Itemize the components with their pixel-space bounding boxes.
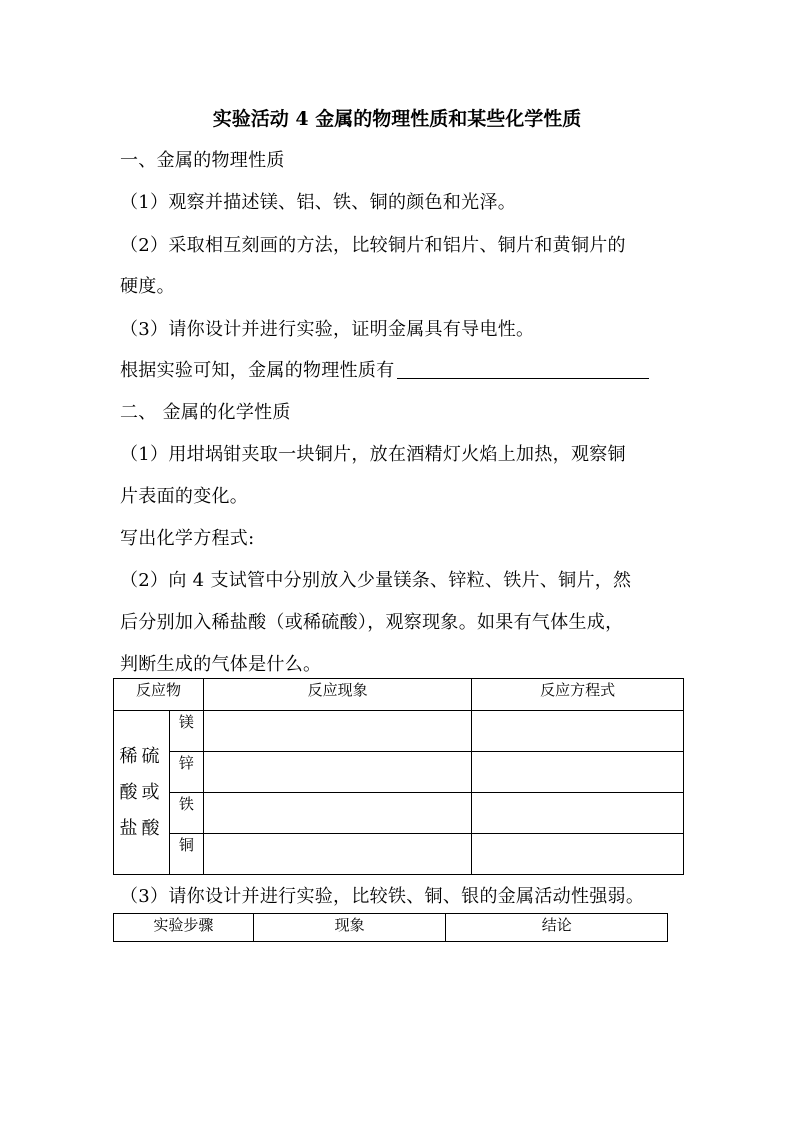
section1-item3: （3）请你设计并进行实验，证明金属具有导电性。 bbox=[120, 319, 535, 340]
section2-item3: （3）请你设计并进行实验，比较铁、铜、银的金属活动性强弱。 bbox=[120, 886, 645, 907]
section1-item2-line2: 硬度。 bbox=[120, 276, 175, 297]
phenomenon-cell[interactable] bbox=[203, 834, 471, 875]
section1-conclusion bbox=[120, 356, 649, 382]
section2-item1-line1: （1）用坩埚钳夹取一块铜片，放在酒精灯火焰上加热，观察铜 bbox=[120, 444, 626, 465]
table-row bbox=[114, 793, 684, 834]
section2-heading: 二、 金属的化学性质 bbox=[120, 402, 291, 423]
table-header-row bbox=[114, 679, 684, 711]
phenomenon-cell[interactable] bbox=[203, 711, 471, 752]
acid-group-label: 稀硫 酸或 盐酸 bbox=[114, 711, 170, 875]
conclusion-prompt: 根据实验可知，金属的物理性质有 bbox=[120, 360, 395, 381]
equation-cell[interactable] bbox=[472, 834, 684, 875]
section1-item2-line1: （2）采取相互刻画的方法，比较铜片和铝片、铜片和黄铜片的 bbox=[120, 235, 626, 256]
table-header-row bbox=[114, 914, 668, 942]
phenomenon-cell[interactable] bbox=[203, 793, 471, 834]
equation-prompt: 写出化学方程式: bbox=[120, 528, 255, 549]
header-equation: 反应方程式 bbox=[472, 679, 684, 711]
reaction-table bbox=[113, 678, 684, 875]
metal-magnesium: 镁 bbox=[169, 711, 203, 752]
section2-item2-line1: （2）向 4 支试管中分别放入少量镁条、锌粒、铁片、铜片，然 bbox=[120, 570, 632, 591]
section1-item1: （1）观察并描述镁、铝、铁、铜的颜色和光泽。 bbox=[120, 192, 517, 213]
table-row bbox=[114, 711, 684, 752]
header-steps: 实验步骤 bbox=[114, 914, 254, 942]
header-conclusion: 结论 bbox=[446, 914, 668, 942]
header-observation: 现象 bbox=[253, 914, 446, 942]
equation-cell[interactable] bbox=[472, 752, 684, 793]
table-row bbox=[114, 834, 684, 875]
section2-item2-line2: 后分别加入稀盐酸（或稀硫酸），观察现象。如果有气体生成， bbox=[120, 612, 624, 633]
section1-heading: 一、金属的物理性质 bbox=[120, 150, 285, 171]
section2-item1-line2: 片表面的变化。 bbox=[120, 486, 249, 507]
metal-copper: 铜 bbox=[169, 834, 203, 875]
page-title: 实验活动 4 金属的物理性质和某些化学性质 bbox=[212, 108, 582, 130]
answer-blank[interactable] bbox=[397, 360, 649, 379]
section2-item2-line3: 判断生成的气体是什么。 bbox=[120, 654, 322, 675]
equation-cell[interactable] bbox=[472, 793, 684, 834]
metal-zinc: 锌 bbox=[169, 752, 203, 793]
equation-cell[interactable] bbox=[472, 711, 684, 752]
header-reactant: 反应物 bbox=[114, 679, 204, 711]
experiment-table bbox=[113, 913, 668, 942]
header-phenomenon: 反应现象 bbox=[203, 679, 471, 711]
phenomenon-cell[interactable] bbox=[203, 752, 471, 793]
table-row bbox=[114, 752, 684, 793]
metal-iron: 铁 bbox=[169, 793, 203, 834]
